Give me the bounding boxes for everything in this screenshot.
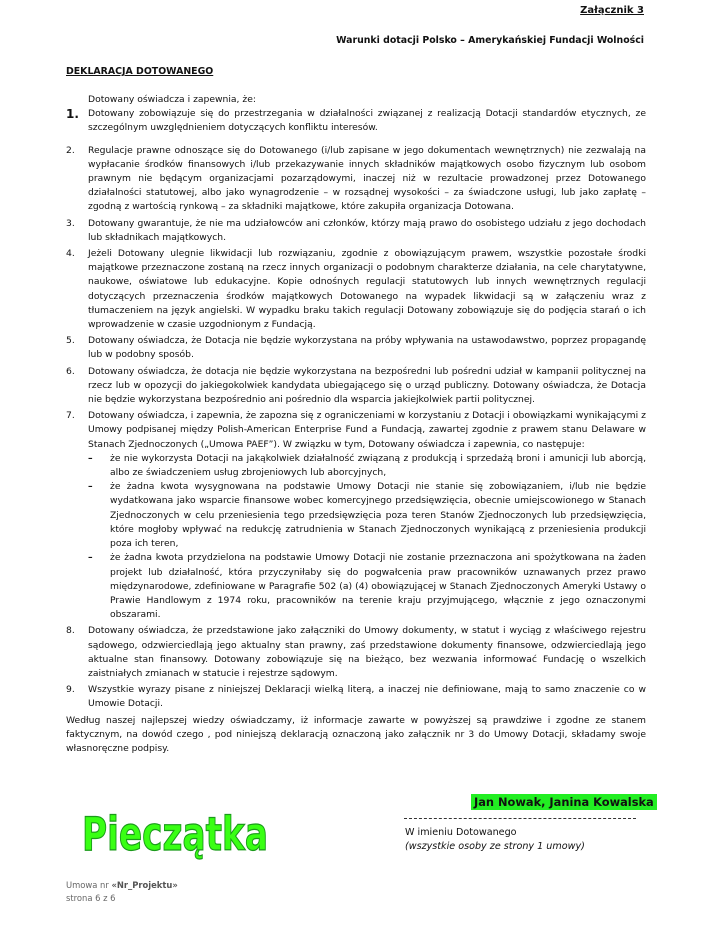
svg-text:Pieczątka: Pieczątka bbox=[82, 807, 268, 861]
item-text: Regulacje prawne odnoszące się do Dotowanego (i/lub zapisane w jego dokumentach wewnętrznych) nie zezwalają na wypłacanie środków finansowych i/lub przekazywanie innych składników majątkowych osobo fizycznym lub osobom prawnym nie będącym organizacjami pozarządowymi, inaczej niż w rezultacie prowadzonej przez Dotowanego działalności statutowej, albo jako wynagrodzenie – w rozsądnej wysokości – za świadczone usługi, lub jako zapłatę – zgodną z wartością rynkową – za składniki majątkowe, które zakupiła organizacja Dotowana. bbox=[88, 144, 646, 213]
item-number: 7. bbox=[66, 410, 75, 422]
list-item bbox=[66, 334, 646, 362]
item-text: Dotowany gwarantuje, że nie ma udziałowców ani członków, którzy mają prawo do osobistego udziału z jego dochodach lub składnikach majątkowych. bbox=[88, 217, 646, 243]
list-item bbox=[66, 365, 646, 408]
signature-line bbox=[404, 818, 636, 819]
bullet-list bbox=[88, 452, 646, 622]
item-text: Wszystkie wyrazy pisane z niniejszej Deklaracji wielką literą, a inaczej nie definiowane, mają to samo znaczenie co w Umowie Dotacji. bbox=[88, 684, 646, 710]
item-text: Dotowany oświadcza, i zapewnia, że zapozna się z ograniczeniami w korzystaniu z Dotacji i obowiązkami wynikającymi z Umowy podpisanej między Polish-American Enterprise Fund a Fundacją, zawartej zgodnie z prawem stanu Delaware w Stanach Zjednoczonych („Umowa PAEF”). W związku w tym, Dotowany oświadcza i zapewnia, co następuje: bbox=[88, 410, 646, 450]
list-item bbox=[66, 683, 646, 711]
item-number: 8. bbox=[66, 625, 75, 637]
bullet-item bbox=[88, 551, 646, 622]
signers-names: Jan Nowak, Janina Kowalska bbox=[471, 794, 657, 810]
list-item bbox=[66, 107, 646, 135]
list-item bbox=[66, 144, 646, 215]
item-text: Dotowany oświadcza, że dotacja nie będzie wykorzystana na bezpośredni lub pośredni udział w kampanii politycznej na rzecz lub w opozycji do jakiegokolwiek kandydata ubiegającego się o urząd publiczny. Dotowany oświadcza, że Dotacja nie będzie wykorzystana bezpośrednio ani pośrednio dla wsparcia jakiejkolwiek partii politycznej. bbox=[88, 365, 646, 406]
closing-statement: Według naszej najlepszej wiedzy oświadczamy, iż informacje zawarte w powyższej są prawdziwe i zgodne ze stanem faktycznym, na dowód czego , pod niniejszą deklaracją oznaczoną jako załącznik nr 3 do Umowy Dotacji, składamy swoje własnoręczne podpisy. bbox=[66, 714, 646, 754]
list-item bbox=[66, 624, 646, 681]
on-behalf-label: W imieniu Dotowanego bbox=[405, 827, 517, 838]
item-number: 3. bbox=[66, 217, 75, 229]
all-persons-note: (wszystkie osoby ze strony 1 umowy) bbox=[405, 841, 585, 852]
item-number: 1. bbox=[66, 107, 79, 122]
item-number: 6. bbox=[66, 365, 75, 377]
bullet-text: że żadna kwota wysygnowana na podstawie Umowy Dotacji nie stanie się zobowiązaniem, i/lub nie będzie wydatkowana jako wsparcie finansowe wobec komercyjnego przedsięwzięcia, obecnie umiejscowionego w Stanach Zjednoczonych w celu przeniesienia tego przedsięwzięcia poza teren Stanów Zjednoczonych lub przedsięwzięcia, które mogłoby wpływać na redukcję zatrudnienia w Stanach Zjednoczonych wynikającą z przeniesienia produkcji poza ich teren, bbox=[110, 481, 646, 550]
attachment-label: Załącznik 3 bbox=[580, 5, 644, 16]
item-number: 9. bbox=[66, 684, 75, 696]
dash-bullet: – bbox=[88, 481, 93, 493]
stamp-image bbox=[80, 800, 270, 860]
footer-contract-prefix: Umowa nr bbox=[66, 880, 112, 890]
item-text: Dotowany oświadcza, że przedstawione jako załączniki do Umowy dokumenty, w statut i wyciąg z właściwego rejestru sądowego, odzwierciedlają jego aktualny stan prawny, zaś przedstawione dokumenty finansowe, odzwierciedlają jego aktualne stan finansowy. Dotowany zobowiązuje się na bieżąco, bez wezwania informować Fundację o wszelkich zaistniałych zmianach w statucie i rejestrze sądowym. bbox=[88, 625, 646, 679]
dash-bullet: – bbox=[88, 552, 93, 564]
item-number: 2. bbox=[66, 144, 75, 156]
item-text: Dotowany zobowiązuje się do przestrzegania w działalności związanej z realizacją Dotacji standardów etycznych, ze szczególnym uwzględnieniem dotyczących konfliktu interesów. bbox=[88, 108, 646, 134]
declaration-body bbox=[66, 93, 646, 756]
intro-text: Dotowany oświadcza i zapewnia, że: bbox=[88, 94, 256, 105]
bullet-item bbox=[88, 452, 646, 480]
bullet-text: że nie wykorzysta Dotacji na jakąkolwiek działalność związaną z produkcją i sprzedażą broni i amunicji lub aborcją, albo ze świadczeniem usług zbrojeniowych lub aborcyjnych, bbox=[110, 452, 646, 479]
list-item bbox=[66, 217, 646, 245]
item-text: Dotowany oświadcza, że Dotacja nie będzie wykorzystana na próby wpływania na ustawodawstwo, poprzez propagandę lub w podobny sposób. bbox=[88, 335, 646, 361]
item-number: 5. bbox=[66, 335, 75, 347]
list-item bbox=[66, 247, 646, 332]
footer-contract bbox=[66, 880, 178, 890]
document-subtitle: Warunki dotacji Polsko – Amerykańskiej Fundacji Wolności bbox=[336, 35, 644, 46]
footer-page-number: strona 6 z 6 bbox=[66, 893, 116, 903]
page-title: DEKLARACJA DOTOWANEGO bbox=[66, 66, 214, 77]
item-number: 4. bbox=[66, 248, 75, 260]
bullet-item bbox=[88, 480, 646, 551]
bullet-text: że żadna kwota przydzielona na podstawie Umowy Dotacji nie zostanie przeznaczona ani spożytkowana na żaden projekt lub działalność, która przyczyniłaby się do pogwałcenia praw pracowników uznawanych przez prawo międzynarodowe, zdefiniowane w Paragrafie 502 (a) (4) obowiązującej w Stanach Zjednoczonych Ameryki Ustawy o Prawie Handlowym z 1974 roku, pracowników na terenie kraju przyjmującego, włącznie z jego oznaczonymi obszarami. bbox=[110, 552, 646, 621]
footer-contract-field: «Nr_Projektu» bbox=[111, 880, 178, 890]
list-item bbox=[66, 409, 646, 622]
dash-bullet: – bbox=[88, 452, 93, 464]
item-text: Jeżeli Dotowany ulegnie likwidacji lub rozwiązaniu, zgodnie z obowiązującym prawem, wszystkie pozostałe środki majątkowe przeznaczone zostaną na rzecz innych organizacji o podobnym charakterze działania, na cele charytatywne, naukowe, oświatowe lub edukacyjne. Kopie odnośnych regulacji statutowych lub innych wewnętrznych regulacji dotyczących przeznaczenia środków majątkowych Dotowanego na wypadek likwidacji są w załączeniu wraz z tłumaczeniem na język angielski. W wypadku braku takich regulacji Dotowany zobowiązuje się do podjęcia starań o ich wprowadzenie w czasie uzgodnionym z Fundacją. bbox=[88, 248, 646, 331]
declaration-list bbox=[66, 107, 646, 711]
